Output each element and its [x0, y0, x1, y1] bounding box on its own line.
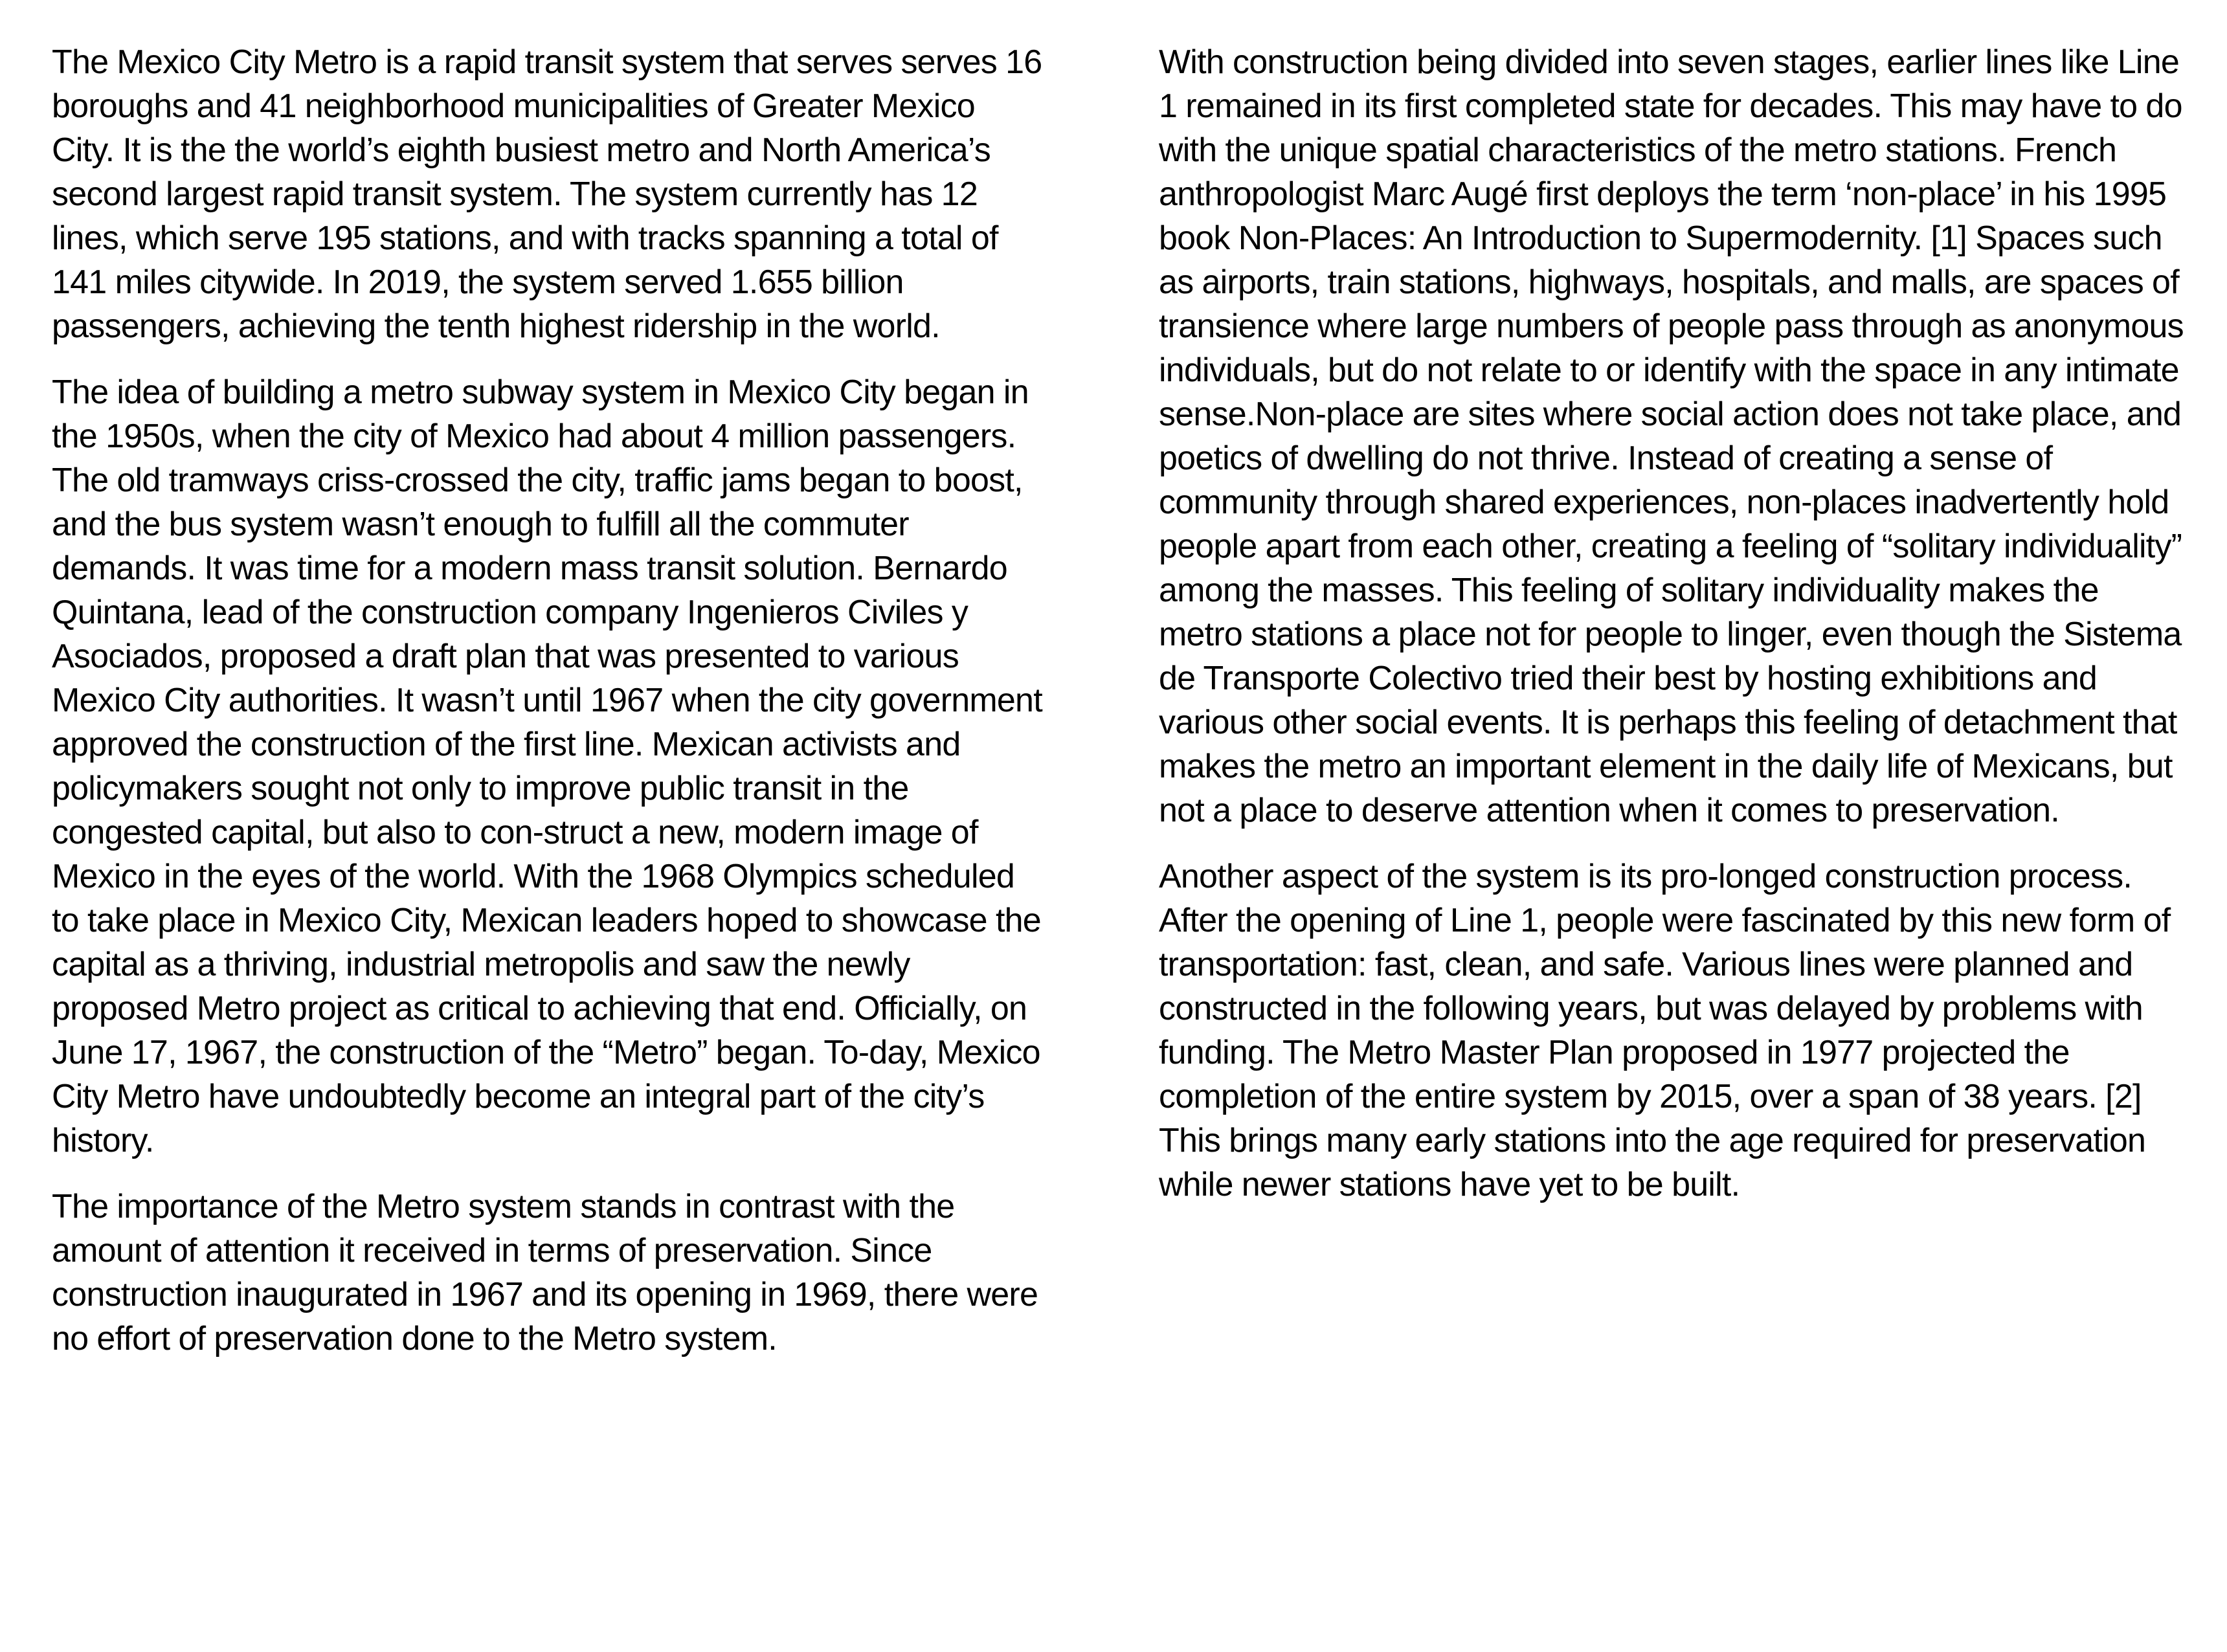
paragraph: With construction being divided into seven stages, earlier lines like Line 1 remained in its first completed state for decades. This may have to do with the unique spatial characteristics of the metro stations. French anthropologist Marc Augé first deploys the term ‘non-place’ in his 1995 book Non-Places: An Introduction to Supermodernity. [1] Spaces such as airports, train stations, highways, hospitals, and malls, are spaces of transience where large numbers of people pass through as anonymous individuals, but do not relate to or identify with the space in any intimate sense.Non-place are sites where social action does not take place, and poetics of dwelling do not thrive. Instead of creating a sense of community through shared experiences, non-places inadvertently hold people apart from each other, creating a feeling of “solitary individuality” among the masses. This feeling of solitary individuality makes the metro stations a place not for people to linger, even though the Sistema de Transporte Colectivo tried their best by hosting exhibitions and various other social events. It is perhaps this feeling of detachment that makes the metro an important element in the daily life of Mexicans, but not a place to deserve attention when it comes to preservation. [1159, 43, 2184, 829]
two-column-body [52, 40, 2188, 1626]
paragraph: The Mexico City Metro is a rapid transit system that serves serves 16 boroughs and 41 neighborhood municipalities of Greater Mexico City. It is the the world’s eighth busiest metro and North America’s second largest rapid transit system. The system currently has 12 lines, which serve 195 stations, and with tracks spanning a total of 141 miles citywide. In 2019, the system served 1.655 billion passengers, achieving the tenth highest ridership in the world. [52, 43, 1042, 345]
paragraph: The importance of the Metro system stands in contrast with the amount of attention it received in terms of preservation. Since construction inaugurated in 1967 and its opening in 1969, there were no effort of preservation done to the Metro system. [52, 1188, 1038, 1357]
paragraph: Another aspect of the system is its pro-longed construction process. After the opening of Line 1, people were fascinated by this new form of transportation: fast, clean, and safe. Various lines were planned and constructed in the following years, but was delayed by problems with funding. The Metro Master Plan proposed in 1977 projected the completion of the entire system by 2015, over a span of 38 years. [2] This brings many early stations into the age required for preservation while newer stations have yet to be built. [1159, 858, 2171, 1203]
left-text-column [52, 40, 1046, 1361]
right-text-column [1159, 40, 2188, 1207]
paragraph: The idea of building a metro subway system in Mexico City began in the 1950s, when the city of Mexico had about 4 million passengers. The old tramways criss-crossed the city, traffic jams began to boost, and the bus system wasn’t enough to fulfill all the commuter demands. It was time for a modern mass transit solution. Bernardo Quintana, lead of the construction company Ingenieros Civiles y Asociados, proposed a draft plan that was presented to various Mexico City authorities. It wasn’t until 1967 when the city government approved the construction of the first line. Mexican activists and policymakers sought not only to improve public transit in the congested capital, but also to con-struct a new, modern image of Mexico in the eyes of the world. With the 1968 Olympics scheduled to take place in Mexico City, Mexican leaders hoped to showcase the capital as a thriving, industrial metropolis and saw the newly proposed Metro project as critical to achieving that end. Officially, on June 17, 1967, the construction of the “Metro” began. To-day, Mexico City Metro have undoubtedly become an integral part of the city’s history. [52, 374, 1042, 1159]
